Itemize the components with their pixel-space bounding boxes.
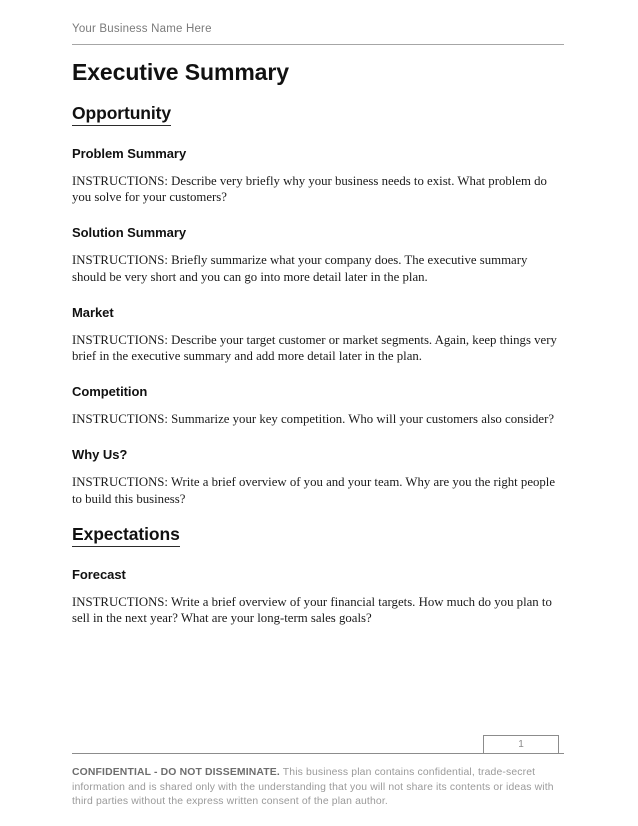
page-number-box (483, 735, 559, 753)
confidentiality-body: This business plan contains confidential, trade-secret information and is shared only with the understanding that you will not share its contents or ideas with third parties without the express written consent of the plan author. (72, 767, 554, 808)
page-title: Executive Summary (72, 59, 289, 85)
subheading-why-us: Why Us? (72, 447, 128, 463)
instruction-why-us: INSTRUCTIONS: Write a brief overview of you and your team. Why are you the right people to build this business? (72, 475, 556, 506)
instruction-market: INSTRUCTIONS: Describe your target customer or market segments. Again, keep things very brief in the executive summary and add more detail later in the plan. (72, 332, 557, 364)
section-heading-opportunity-text: Opportunity (72, 102, 171, 126)
instruction-competition: INSTRUCTIONS: Summarize your key competition. Who will your customers also consider? (72, 412, 555, 427)
subheading-market: Market (72, 304, 114, 320)
document-footer (72, 734, 564, 810)
instruction-problem-summary: INSTRUCTIONS: Describe very briefly why your business needs to exist. What problem do you solve for your customers? (72, 174, 547, 205)
subheading-competition: Competition (72, 384, 148, 400)
document-header (72, 22, 564, 45)
section-heading-expectations-text: Expectations (72, 523, 180, 547)
page-number: 1 (518, 739, 524, 750)
header-divider (72, 44, 564, 45)
section-heading-opportunity (72, 102, 564, 126)
instruction-solution-summary: INSTRUCTIONS: Briefly summarize what your company does. The executive summary should be very short and you can go into more detail later in the plan. (72, 253, 528, 284)
subheading-forecast: Forecast (72, 566, 126, 582)
subheading-solution-summary: Solution Summary (72, 225, 187, 241)
subheading-problem-summary: Problem Summary (72, 146, 187, 161)
section-heading-expectations (72, 523, 564, 547)
confidentiality-lead: CONFIDENTIAL - DO NOT DISSEMINATE. (72, 767, 280, 778)
footer-rule-row (72, 734, 564, 754)
document-body (72, 58, 564, 626)
business-name-header: Your Business Name Here (72, 23, 212, 35)
confidentiality-notice (72, 766, 564, 810)
instruction-forecast: INSTRUCTIONS: Write a brief overview of your financial targets. How much do you plan to sell in the next year? What are your long-term sales goals? (72, 594, 552, 626)
section-opportunity (72, 102, 564, 507)
section-expectations (72, 523, 564, 626)
